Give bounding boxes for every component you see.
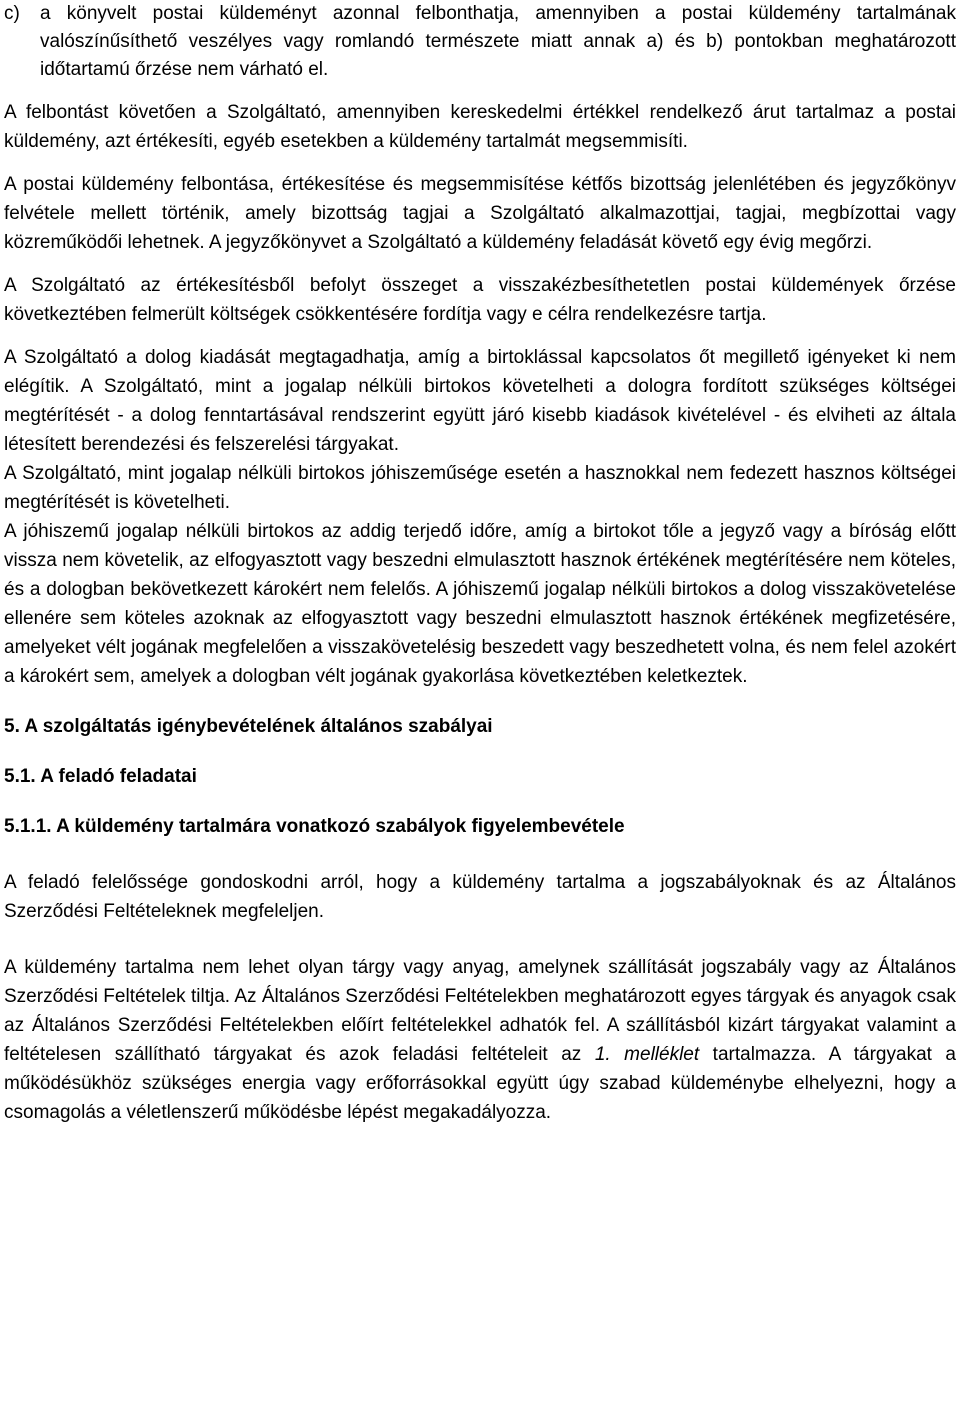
document-page [4,0,956,1127]
list-item-text: a könyvelt postai küldeményt azonnal felbonthatja, amennyiben a postai küldemény tartalmának valószínűsíthető veszélyes vagy romlandó természete miatt annak a) és b) pontokban meghatározott időtartamú őrzése nem várható el. [40,3,956,80]
annex-reference: 1. melléklet [594,1044,700,1065]
list-marker: c) [4,3,20,24]
paragraph-3: A Szolgáltató az értékesítésből befolyt összeget a visszakézbesíthetetlen postai küldemények őrzése következtében felmerült költségek csökkentésére fordítja vagy e célra rendelkezésre tartja. [4,275,956,325]
section-heading-5-1-1: 5.1.1. A küldemény tartalmára vonatkozó szabályok figyelembevétele [4,816,625,837]
paragraph-8-text-after: tartalmazza. A tárgyakat a működésükhöz szükséges energia vagy erőforrásokkal együtt úgy szabad küldeménybe elhelyezni, hogy a csomagolás a véletlenszerű működésbe lépést megakadályozza. [4,1044,956,1123]
list-item-c [4,0,956,84]
paragraph-1: A felbontást követően a Szolgáltató, amennyiben kereskedelmi értékkel rendelkező árut tartalmaz a postai küldemény, azt értékesíti, egyéb esetekben a küldemény tartalmát megsemmisíti. [4,102,956,152]
paragraph-8 [4,953,956,1127]
paragraph-8-text-before: A küldemény tartalma nem lehet olyan tárgy vagy anyag, amelynek szállítását jogszabály vagy az Általános Szerződési Feltételek tiltja. Az Általános Szerződési Feltételekben meghatározott egyes tárgyak és anyagok csak az Általános Szerződési Feltételekben előírt feltételekkel adhatók fel. A szállításból kizárt tárgyakat valamint a feltételesen szállítható tárgyakat és azok feladási feltételeit az [4,957,956,1065]
paragraph-7: A feladó felelőssége gondoskodni arról, hogy a küldemény tartalma a jogszabályoknak és az Általános Szerződési Feltételeknek megfeleljen. [4,872,956,922]
paragraph-5: A Szolgáltató, mint jogalap nélküli birtokos jóhiszeműsége esetén a hasznokkal nem fedezett hasznos költségei megtérítését is követelheti. [4,463,956,513]
paragraph-2: A postai küldemény felbontása, értékesítése és megsemmisítése kétfős bizottság jelenlétében és jegyzőkönyv felvétele mellett történik, amely bizottság tagjai a Szolgáltató alkalmazottjai, tagjai, megbízottai vagy közreműködői lehetnek. A jegyzőkönyvet a Szolgáltató a küldemény feladását követő egy évig megőrzi. [4,174,956,253]
paragraph-4: A Szolgáltató a dolog kiadását megtagadhatja, amíg a birtoklással kapcsolatos őt megillető igényeket ki nem elégítik. A Szolgáltató, mint a jogalap nélküli birtokos követelheti a dologra fordított szükséges költségei megtérítését - a dolog fenntartásával rendszerint együtt járó kisebb kiadások kivételével - és elviheti az általa létesített berendezési és felszerelési tárgyakat. [4,347,956,455]
paragraph-6: A jóhiszemű jogalap nélküli birtokos az addig terjedő időre, amíg a birtokot tőle a jegyző vagy a bíróság előtt vissza nem követelik, az elfogyasztott vagy beszedni elmulasztott hasznok értékének megtérítésére nem köteles, és a dologban bekövetkezett károkért nem felelős. A jóhiszemű jogalap nélküli birtokos a dolog visszakövetelése ellenére sem köteles azoknak az elfogyasztott vagy beszedni elmulasztott hasznok értékének megfizetésére, amelyeket vélt jogának megfelelően a visszakövetelésig beszedett vagy beszedhetett volna, és nem felel azokért a károkért sem, amelyek a dologban vélt jogának gyakorlása következtében keletkeztek. [4,521,956,687]
section-heading-5-1: 5.1. A feladó feladatai [4,766,197,787]
section-heading-5: 5. A szolgáltatás igénybevételének általános szabályai [4,716,493,737]
